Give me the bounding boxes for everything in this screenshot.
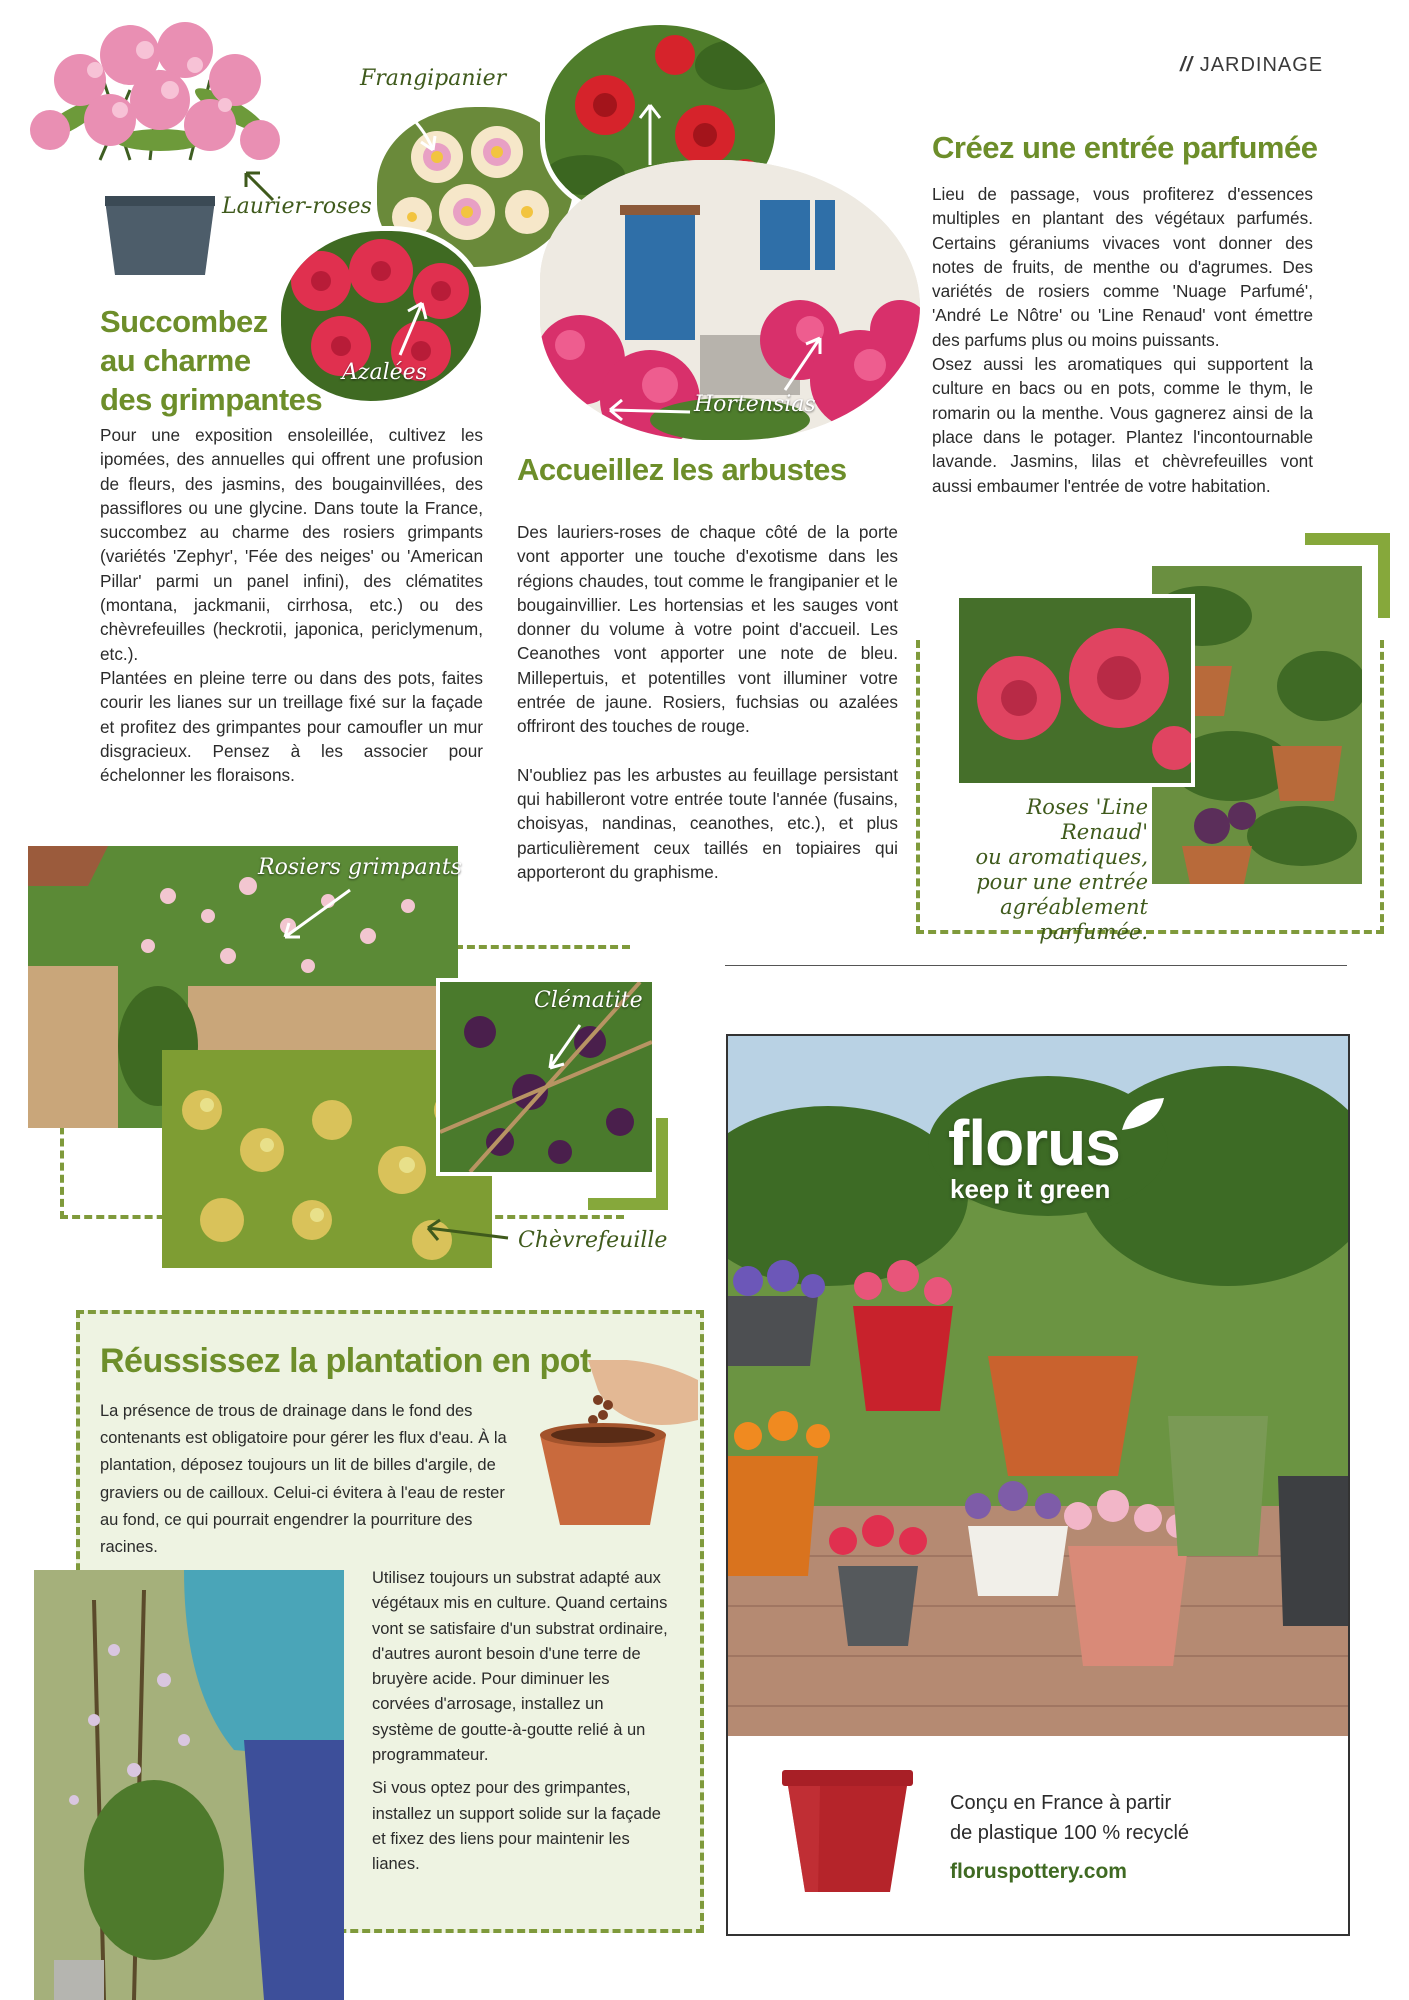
grimpantes-title-line-1: Succombez xyxy=(100,304,268,339)
grimpantes-body xyxy=(100,423,483,787)
plantation-paragraph-1: Utilisez toujours un substrat adapté aux végétaux mis en culture. Quand certains vont se satisfaire d'un substrat ordinaire, d'autres auront besoin d'une terre de bruyère acide. Pour diminuer les corvées d'arrosage, installez un système de goutte-à-goutte relié à un programmateur. xyxy=(372,1569,668,1765)
arbustes-title: Accueillez les arbustes xyxy=(517,452,847,487)
arrow-rosier xyxy=(630,100,670,170)
section-header xyxy=(1180,54,1323,77)
caption-hortensias: Hortensias xyxy=(694,392,816,417)
florus-red-pot-image xyxy=(780,1766,915,1896)
roses-caption-line-2: ou aromatiques, xyxy=(975,845,1148,869)
pot-hand-illustration xyxy=(538,1360,698,1530)
florus-leaf-icon xyxy=(1120,1096,1166,1132)
header-slashes: // xyxy=(1180,54,1194,76)
section-divider xyxy=(725,965,1347,966)
arrow-chevrefeuille xyxy=(418,1218,513,1248)
plantation-paragraph-2: Si vous optez pour des grimpantes, installez un support solide sur la façade et fixez des liens pour maintenir les lianes. xyxy=(372,1779,661,1874)
red-pot-illustration xyxy=(780,1766,915,1896)
florus-tagline: keep it green xyxy=(950,1174,1111,1204)
florus-brand-logo: florus xyxy=(948,1107,1120,1179)
caption-azalees: Azalées xyxy=(342,360,427,385)
decor-bar-clematite-v xyxy=(656,1118,668,1210)
roses-line-renaud-illustration xyxy=(959,598,1191,783)
florus-website-link[interactable]: floruspottery.com xyxy=(950,1860,1127,1883)
arrow-azalees xyxy=(392,295,432,360)
florus-ad-text-line-2: de plastique 100 % recyclé xyxy=(950,1822,1190,1844)
pot-hand-photo xyxy=(538,1360,698,1530)
grimpantes-paragraph-2: Plantées en pleine terre ou dans des pots, faites courir les lianes sur un treillage fixé sur la façade et profitez des grimpantes pour camoufler un mur disgracieux. Pensez à les associer pour échelonner les floraisons. xyxy=(100,667,483,786)
arrow-hortensias-up xyxy=(780,330,830,395)
decor-corner-bar-v xyxy=(1378,533,1390,618)
header-section-title: JARDINAGE xyxy=(1199,54,1324,76)
laurier-roses-photo xyxy=(10,10,300,280)
arrow-laurier-roses xyxy=(238,165,278,205)
arbustes-paragraph-1: Des lauriers-roses de chaque côté de la porte vont apporter une touche d'exotisme dans les régions chaudes, tout comme le frangipanier et le bougainvillier. Les hortensias et les sauges vont donner du volume à votre point d'accueil. Les Ceanothes vont apporter une note de bleu. Millepertuis, et potentilles vont illuminer votre entrée de jaune. Rosiers, fuchsias ou azalées offriront des touches de rouge. xyxy=(517,522,898,737)
arrow-rosiers-grimpants xyxy=(275,885,355,945)
caption-rosiers-grimpants: Rosiers grimpants xyxy=(258,855,462,880)
parfumee-paragraph-1: Lieu de passage, vous profiterez d'essences multiples en plantant des végétaux parfumés. Certains géraniums vivaces vont donner des notes de fruits, de menthe ou d'agrumes. Des variétés de rosiers comme 'Nuage Parfumé', 'André Le Nôtre' ou 'Line Renaud' vont émettre des parfums plus ou moins puissants. xyxy=(932,184,1313,350)
plantation-body xyxy=(372,1566,668,1878)
caption-frangipanier: Frangipanier xyxy=(360,66,507,91)
florus-ad-text-line-1: Conçu en France à partir xyxy=(950,1792,1172,1814)
parfumee-title: Créez une entrée parfumée xyxy=(932,130,1318,165)
grimpantes-paragraph-1: Pour une exposition ensoleillée, cultivez les ipomées, des annuelles qui offrent une profusion de fleurs, des jasmins, des bougainvillées, des passiflores ou une glycine. Dans toute la France, succombez au charme des rosiers grimpants (variétés 'Zephyr', 'Fée des neiges' ou 'American Pillar' parmi un panel infini), des clématites (montana, jackmanii, cirrhosa, etc.) ou des chèvrefeuilles (heckrotii, japonica, periclymenum, etc.). xyxy=(100,425,483,664)
plantation-intro: La présence de trous de drainage dans le fond des contenants est obligatoire pour gérer les flux d'eau. À la plantation, déposez toujours un lit de billes d'argile, de graviers ou de cailloux. Celui-ci évitera à l'eau de rester au fond, ce qui pourrait engendrer la pourriture des racines. xyxy=(100,1402,507,1557)
arbustes-body xyxy=(517,520,898,884)
caption-clematite: Clématite xyxy=(534,988,643,1013)
roses-caption-line-4: agréablement xyxy=(1000,895,1148,919)
florus-ad-text xyxy=(950,1788,1189,1848)
roses-caption-line-1: Roses 'Line Renaud' xyxy=(1026,795,1148,844)
grimpantes-title-line-2: au charme xyxy=(100,343,251,378)
arrow-clematite xyxy=(540,1020,590,1075)
arrow-frangipanier xyxy=(393,100,443,160)
parfumee-body xyxy=(932,182,1313,498)
caption-chevrefeuille: Chèvrefeuille xyxy=(518,1228,668,1253)
arrow-hortensias xyxy=(600,392,695,422)
gardener-illustration xyxy=(34,1570,344,2000)
gardener-photo xyxy=(34,1570,344,2000)
climbers-box-border-top xyxy=(455,945,630,949)
parfumee-paragraph-2: Osez aussi les aromatiques qui supportent la culture en bacs ou en pots, comme le thym, le romarin ou la menthe. Vous gagnerez ainsi de la place dans le potager. Plantez l'incontournable lavande. Jasmins, lilas et chèvrefeuilles vont aussi embaumer l'entrée de votre habitation. xyxy=(932,354,1313,496)
grimpantes-title-line-3: des grimpantes xyxy=(100,382,323,417)
caption-roses-line-renaud xyxy=(948,795,1148,945)
arbustes-paragraph-2: N'oubliez pas les arbustes au feuillage persistant qui habilleront votre entrée toute l'année (fusains, choisyas, nandinas, ceanothes, etc.), et plus particulièrement ceux taillés en topiaires qui apporteront du graphisme. xyxy=(517,764,898,882)
grimpantes-title xyxy=(100,302,322,419)
roses-caption-line-3: pour une entrée xyxy=(976,870,1148,894)
caption-laurier-roses: Laurier-roses xyxy=(222,194,372,219)
plantation-title: Réussissez la plantation en pot xyxy=(100,1342,591,1380)
florus-ad[interactable] xyxy=(726,1034,1350,1936)
laurier-roses-illustration xyxy=(10,10,300,280)
roses-caption-line-5: parfumée. xyxy=(1039,920,1148,944)
roses-line-renaud-photo xyxy=(955,594,1195,787)
